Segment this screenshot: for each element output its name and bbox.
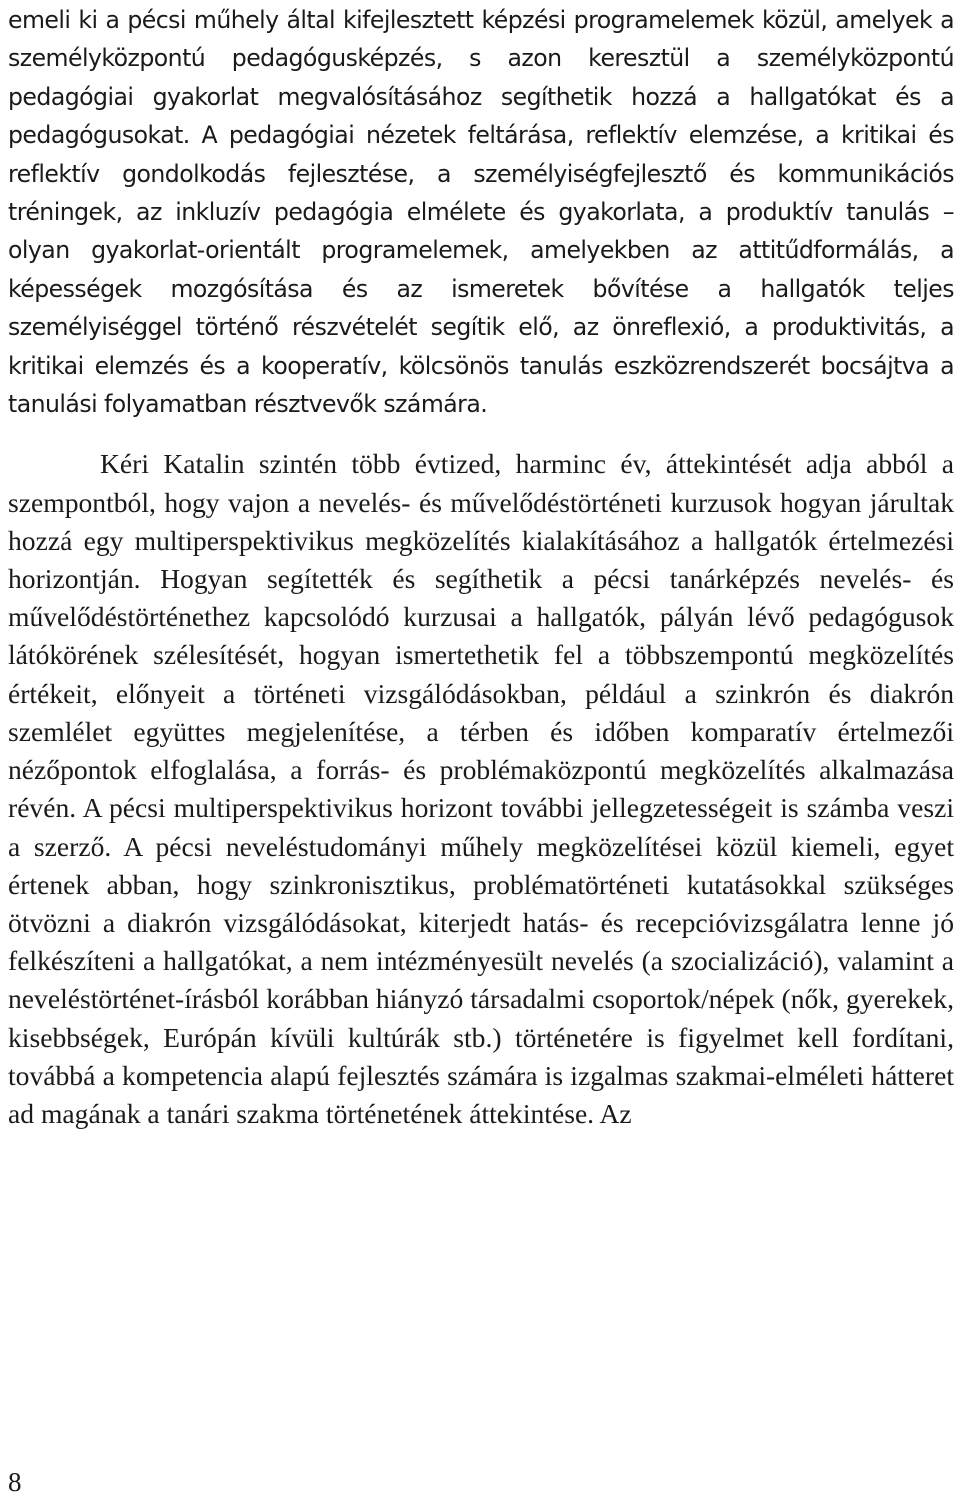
paragraph-2: Kéri Katalin szintén több évtized, harminc év, áttekintését adja abból a szempontból, hogy vajon a nevelés- és művelődéstörténeti kurzusok hogyan járultak hozzá egy multiperspektivikus megközelítés kialakításához a hallgatók értelmezési horizontján. Hogyan segítették és segíthetik a pécsi tanárképzés nevelés- és művelődéstörténethez kapcsolódó kurzusai a hallgatók, pályán lévő pedagógusok látókörének szélesítését, hogyan ismertethetik fel a többszempontú megközelítés értékeit, előnyeit a történeti vizsgálódásokban, például a szinkrón és diakrón szemlélet együttes megjelenítése, a térben és időben komparatív értelmezői nézőpontok elfoglalása, a forrás- és problémaközpontú megközelítés alkalmazása révén. A pécsi multiperspektivikus horizont további jellegzetességeit is számba veszi a szerző. A pécsi neveléstudományi műhely megközelítései közül kiemeli, egyet értenek abban, hogy szinkronisztikus, problématörténeti kutatásokkal szükséges ötvözni a diakrón vizsgálódásokat, kiterjedt hatás- és recepcióvizsgálatra lenne jó felkészíteni a hallgatókat, a nem intézményesült nevelés (a szocializáció), valamint a neveléstörténet-írásból korábban hiányzó társadalmi csoportok/népek (nők, gyerekek, kisebbségek, Európán kívüli kultúrák stb.) történetére is figyelmet kell fordítani, továbbá a kompetencia alapú fejlesztés számára is izgalmas szakmai-elméleti hátteret ad magának a tanári szakma történetének áttekintése. Az	[8, 448, 954, 1129]
page-body	[8, 0, 954, 1133]
page-number: 8	[8, 1467, 22, 1497]
paragraph-1: emeli ki a pécsi műhely által kifejlesztett képzési programelemek közül, amelyek a személyközpontú pedagógusképzés, s azon keresztül a személyközpontú pedagógiai gyakorlat megvalósításához segíthetik hozzá a hallgatókat és a pedagógusokat. A pedagógiai nézetek feltárása, reflektív elemzése, a kritikai és reflektív gondolkodás fejlesztése, a személyiségfejlesztő és kommunikációs tréningek, az inkluzív pedagógia elmélete és gyakorlata, a produktív tanulás – olyan gyakorlat-orientált programelemek, amelyekben az attitűdformálás, a képességek mozgósítása és az ismeretek bővítése a hallgatók teljes személyiséggel történő részvételét segítik elő, az önreflexió, a produktivitás, a kritikai elemzés és a kooperatív, kölcsönös tanulás eszközrendszerét bocsájtva a tanulási folyamatban résztvevők számára.	[8, 6, 954, 419]
